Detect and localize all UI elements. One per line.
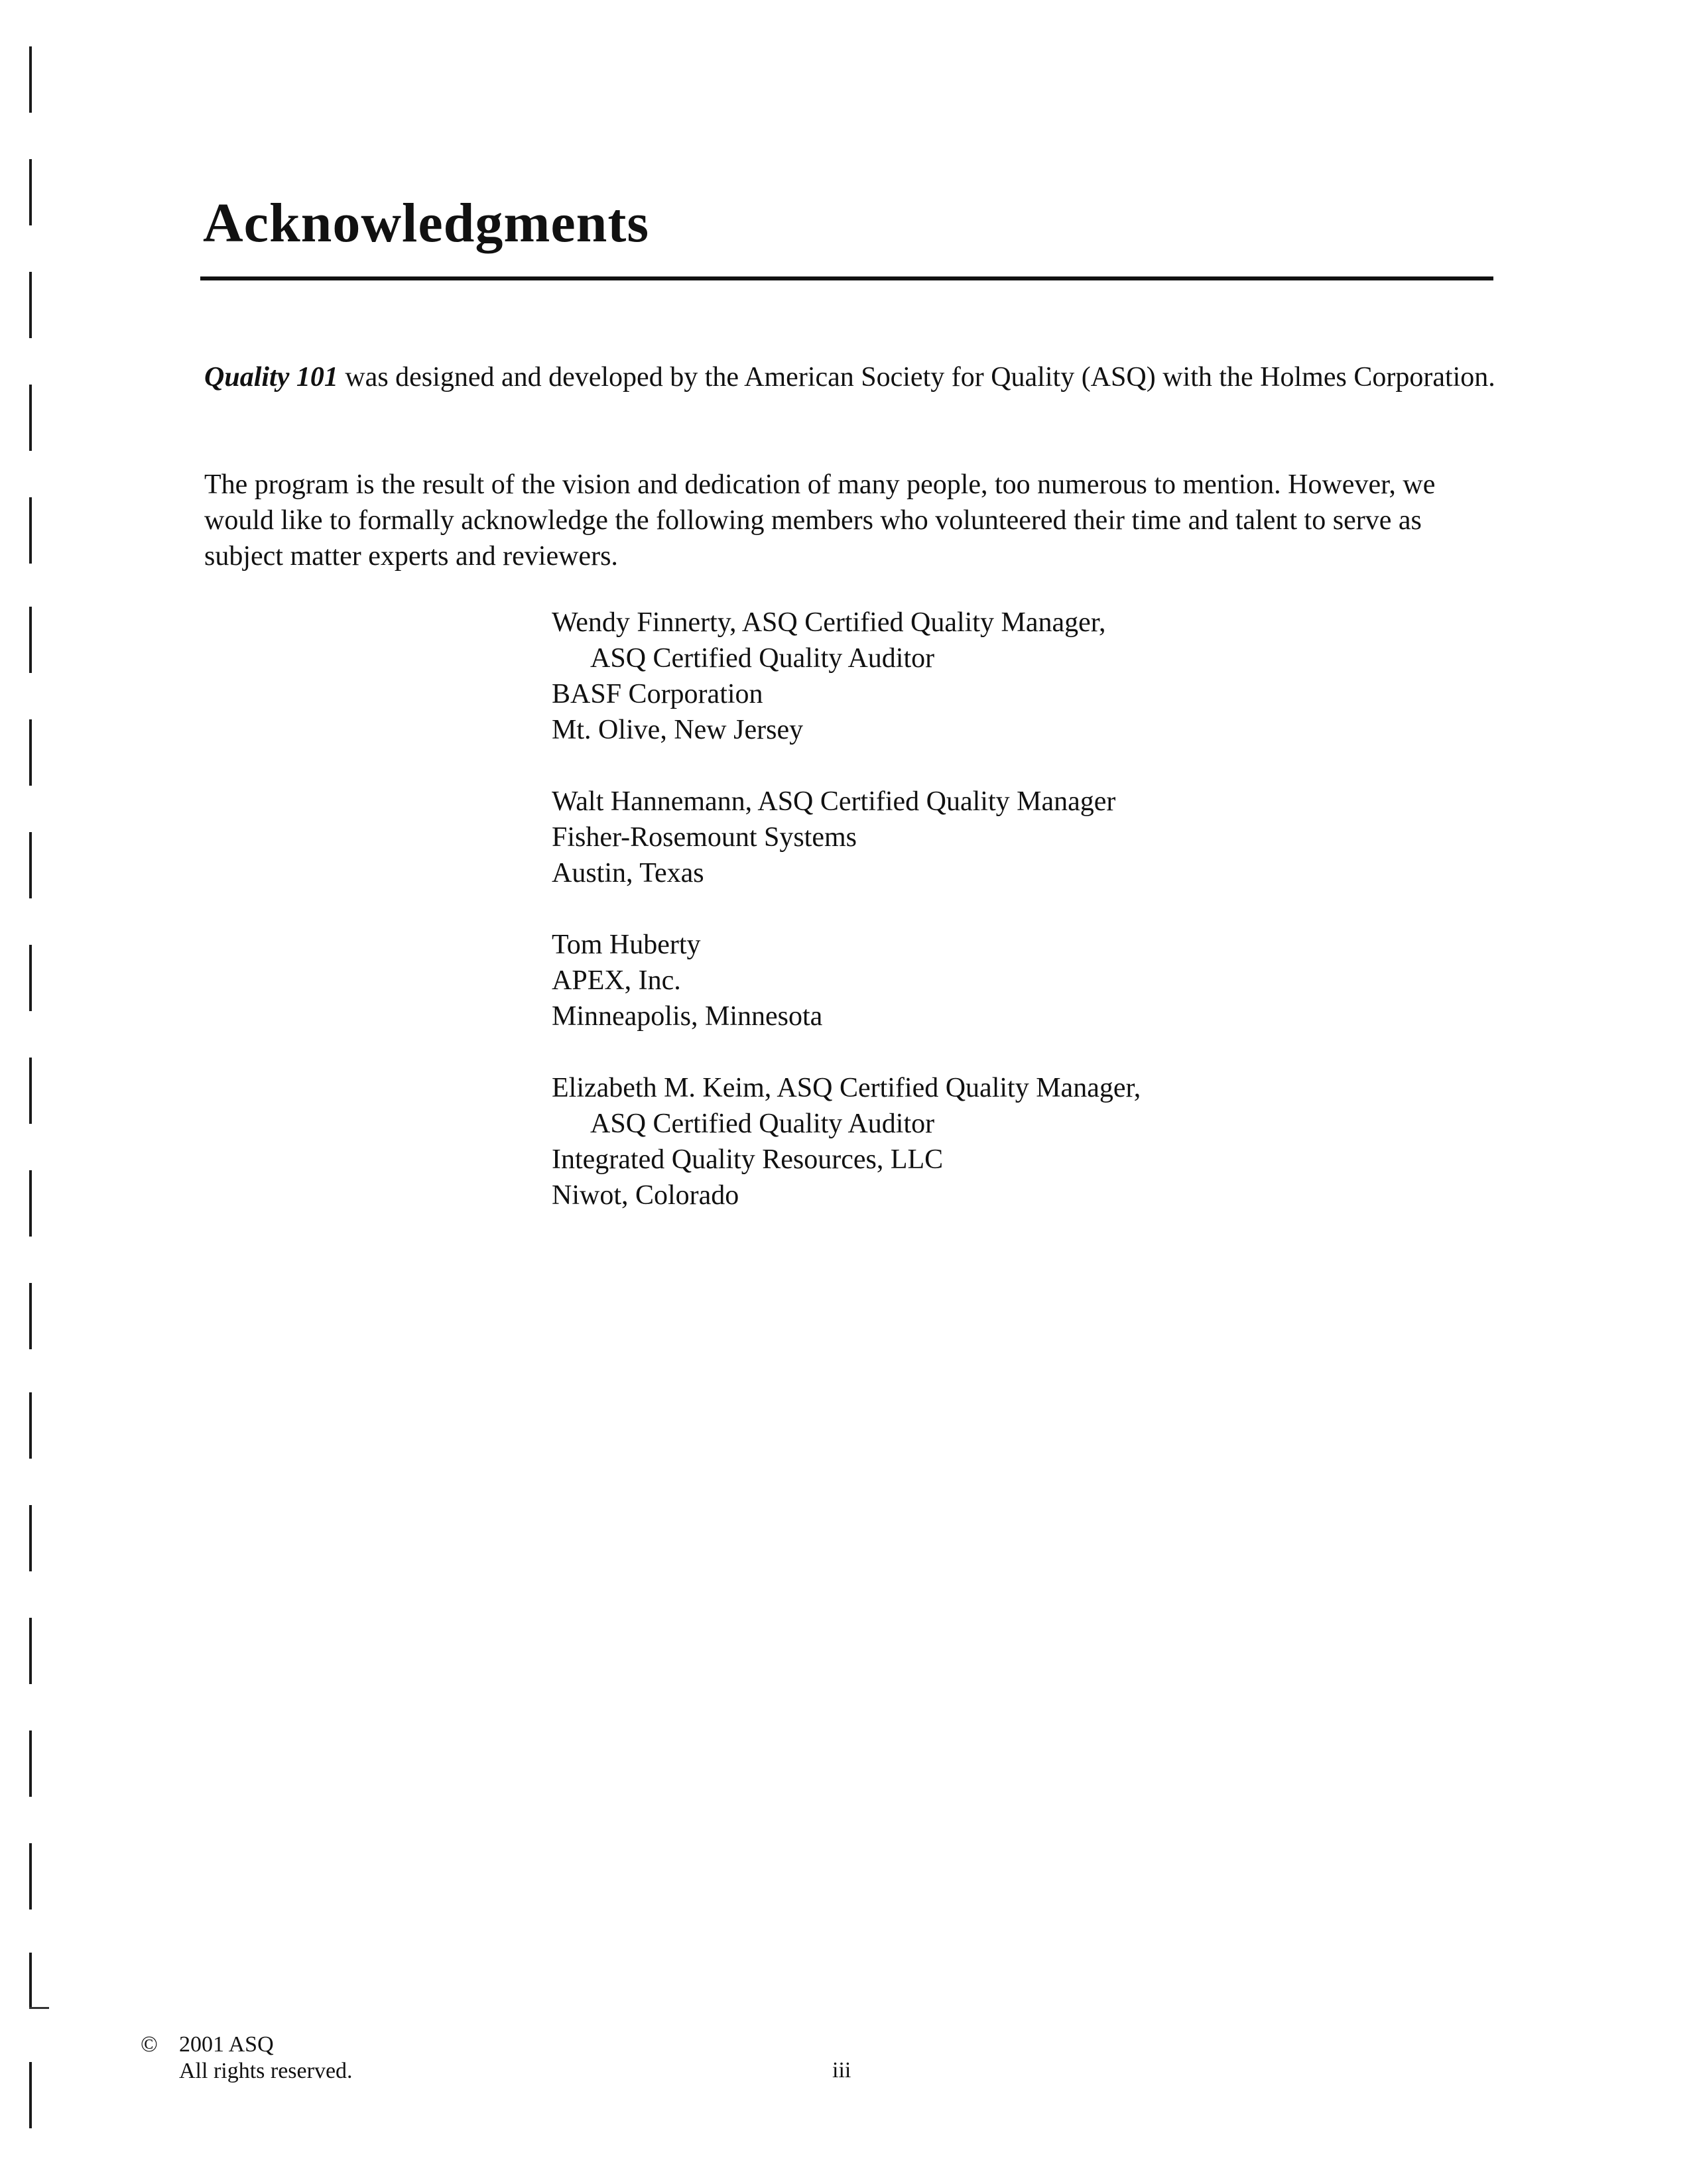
binder-tick — [29, 1058, 32, 1124]
member-entry — [552, 605, 1347, 748]
copyright-notice — [141, 2032, 353, 2085]
binder-tick — [29, 159, 32, 225]
member-location: Minneapolis, Minnesota — [552, 1001, 823, 1032]
member-organization: Fisher-Rosemount Systems — [552, 822, 857, 853]
member-organization: BASF Corporation — [552, 679, 763, 709]
binder-tick — [29, 945, 32, 1011]
binder-tick-foot — [29, 2007, 49, 2009]
binder-tick — [29, 1953, 32, 2009]
member-name: Wendy Finnerty, ASQ Certified Quality Manager, — [552, 607, 1106, 638]
binder-tick — [29, 385, 32, 451]
program-paragraph: The program is the result of the vision and dedication of many people, too numerous to mention. However, we would like to formally acknowledge the following members who volunteered their time and talent to serve as subject matter experts and reviewers. — [204, 469, 1436, 572]
member-credential: ASQ Certified Quality Auditor — [590, 643, 935, 674]
member-entry — [552, 784, 1347, 891]
binder-tick — [29, 1170, 32, 1237]
binder-tick — [29, 497, 32, 564]
member-organization: Integrated Quality Resources, LLC — [552, 1144, 944, 1175]
member-list — [552, 605, 1347, 1249]
intro-text: was designed and developed by the American Society for Quality (ASQ) with the Holmes Corporation. — [338, 362, 1495, 393]
member-location: Niwot, Colorado — [552, 1180, 739, 1211]
binder-tick — [29, 1283, 32, 1349]
rights-reserved: All rights reserved. — [179, 2059, 353, 2083]
binder-tick — [29, 832, 32, 898]
title-rule — [200, 276, 1493, 280]
member-name: Elizabeth M. Keim, ASQ Certified Quality Manager, — [552, 1073, 1141, 1103]
binder-tick — [29, 719, 32, 786]
binder-tick — [29, 2062, 32, 2128]
member-location: Mt. Olive, New Jersey — [552, 715, 804, 745]
page-number: iii — [832, 2058, 851, 2083]
binder-tick — [29, 1730, 32, 1797]
member-entry — [552, 927, 1347, 1034]
binder-tick — [29, 272, 32, 338]
page-title: Acknowledgments — [203, 192, 650, 254]
binder-tick — [29, 1843, 32, 1910]
binder-tick — [29, 1505, 32, 1571]
copyright-icon: © — [141, 2032, 158, 2057]
copyright-year: 2001 ASQ — [179, 2032, 274, 2057]
member-organization: APEX, Inc. — [552, 965, 681, 996]
member-location: Austin, Texas — [552, 858, 704, 888]
member-name: Walt Hannemann, ASQ Certified Quality Manager — [552, 786, 1116, 817]
binder-tick — [29, 1392, 32, 1459]
intro-paragraph — [204, 359, 1504, 395]
member-entry — [552, 1070, 1347, 1213]
binder-tick — [29, 607, 32, 673]
binder-tick — [29, 46, 32, 113]
member-credential: ASQ Certified Quality Auditor — [590, 1109, 935, 1139]
binder-tick — [29, 1618, 32, 1684]
product-name: Quality 101 — [204, 362, 338, 393]
member-name: Tom Huberty — [552, 930, 701, 960]
